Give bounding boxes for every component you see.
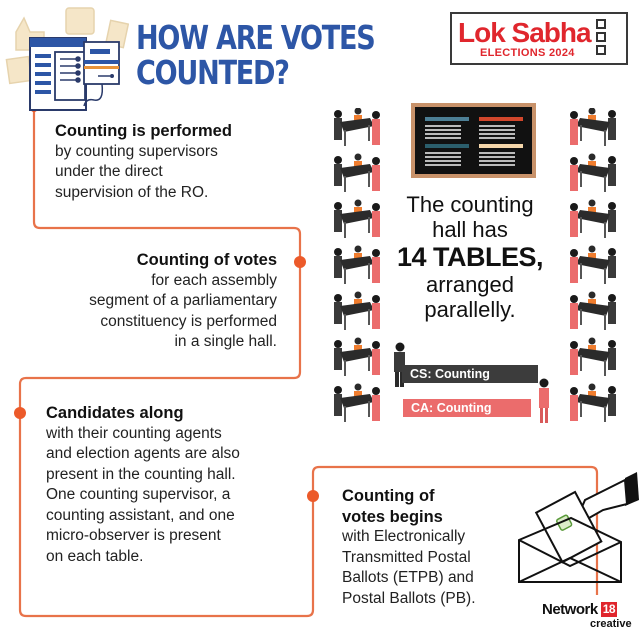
step-4-heading-1: Counting of <box>342 487 435 505</box>
hall-line: The counting <box>406 192 534 217</box>
step-1-text <box>55 121 295 203</box>
step-3-line: with their counting agents <box>46 424 222 442</box>
counting-tables-left-column <box>330 108 388 428</box>
brand-name: Network <box>542 601 598 618</box>
step-1-line: by counting supervisors <box>55 142 218 160</box>
step-4-line: Transmitted Postal <box>342 548 471 566</box>
step-2-line: segment of a parliamentary <box>89 292 277 309</box>
timeline-dot-3 <box>14 407 26 419</box>
step-2-text <box>30 250 277 353</box>
logo-main-text: Lok Sabha <box>458 17 591 48</box>
step-3-line: One counting supervisor, a <box>46 486 231 503</box>
step-1-heading: Counting is performed <box>55 122 232 140</box>
counting-tables-right-column <box>562 108 620 428</box>
ballot-form-illustration <box>4 2 129 112</box>
hall-line: parallelly. <box>424 297 516 322</box>
step-4-text <box>342 486 512 609</box>
page-title <box>136 20 382 90</box>
step-1-line: supervision of the RO. <box>55 183 209 201</box>
hall-line: hall has <box>432 217 508 242</box>
step-2-line: in a single hall. <box>174 333 277 350</box>
legend-counting-supervisor: CS: Counting Supervisor <box>402 365 538 383</box>
step-3-line: present in the counting hall. <box>46 465 236 483</box>
brand-subtitle: creative <box>590 618 632 630</box>
logo-sub-text: ELECTIONS 2024 <box>480 47 575 59</box>
timeline-dot-4 <box>307 490 319 502</box>
hall-description <box>385 192 555 322</box>
step-2-line: for each assembly <box>151 271 277 289</box>
step-1-line: under the direct <box>55 163 163 180</box>
ballot-checklist-icon <box>596 19 610 58</box>
step-3-line: micro-observer is present <box>46 527 221 544</box>
step-2-line: constituency is performed <box>100 312 277 330</box>
step-3-line: on each table. <box>46 547 144 565</box>
step-4-line: Postal Ballots (PB). <box>342 589 476 607</box>
title-line-1: HOW ARE VOTES <box>136 18 375 57</box>
assistant-figure-icon <box>536 378 552 424</box>
hall-line: arranged <box>425 272 515 297</box>
step-4-line: Ballots (ETPB) and <box>342 569 474 586</box>
postal-ballot-envelope-icon <box>515 470 640 590</box>
title-line-2: COUNTED? <box>136 53 289 92</box>
step-3-heading: Candidates along <box>46 404 184 422</box>
lok-sabha-logo <box>450 12 628 65</box>
step-3-line: counting assistant, and one <box>46 506 235 524</box>
blackboard-illustration <box>411 103 536 178</box>
brand-number-badge: 18 <box>602 602 616 616</box>
legend-counting-assistant: CA: Counting Assistant <box>403 399 531 417</box>
step-4-heading-2: votes begins <box>342 507 443 526</box>
step-3-text <box>46 403 296 567</box>
network18-logo <box>542 601 617 618</box>
step-2-heading: Counting of votes <box>136 251 277 269</box>
timeline-dot-2 <box>294 256 306 268</box>
tables-count-highlight: 14 TABLES, <box>396 242 544 272</box>
step-3-line: and election agents are also <box>46 445 240 462</box>
step-4-line: with Electronically <box>342 528 466 545</box>
